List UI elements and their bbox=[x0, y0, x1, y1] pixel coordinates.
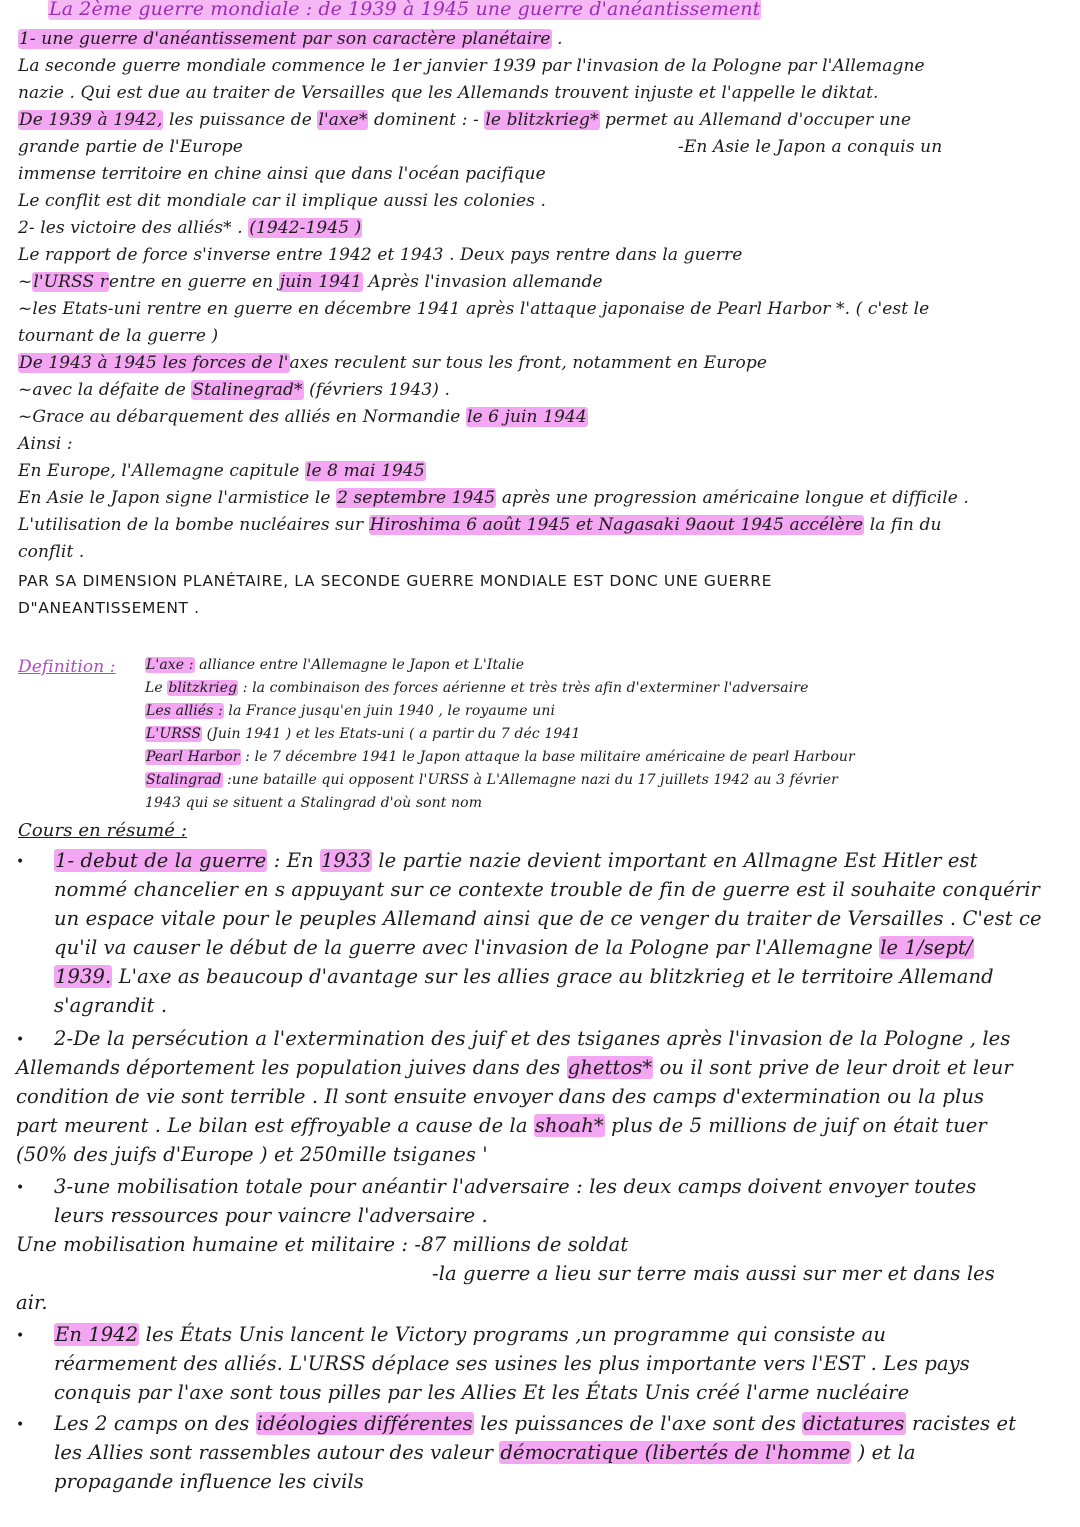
section1-line: immense territoire en chine ainsi que dans l'océan pacifique bbox=[18, 164, 546, 184]
resume-line: Une mobilisation humaine et militaire : -87 millions de soldat bbox=[16, 1233, 629, 1256]
resume-line: qu'il va causer le début de la guerre avec l'invasion de la Pologne par l'Allemagne le 1/sept/ bbox=[54, 936, 973, 959]
resume-line: -la guerre a lieu sur terre mais aussi sur mer et dans les bbox=[432, 1262, 995, 1285]
resume-line: En 1942 les États Unis lancent le Victory programs ,un programme qui consiste au bbox=[55, 1323, 887, 1346]
resume-line: nommé chancelier en s appuyant sur ce contexte trouble de fin de guerre est il souhaite conquérir bbox=[54, 878, 1040, 901]
resume-line: Allemands déportement les population juives dans des ghettos* ou il sont prive de leur droit et leur bbox=[16, 1056, 1013, 1079]
definition-urss: L'URSS (Juin 1941 ) et les Etats-uni ( a partir du 7 déc 1941 bbox=[146, 726, 581, 742]
section1-line: Le conflit est dit mondiale car il implique aussi les colonies . bbox=[18, 191, 546, 211]
resume-line: air. bbox=[16, 1291, 48, 1314]
definition-stalingrad: Stalingrad :une bataille qui opposent l'URSS à L'Allemagne nazi du 17 juillets 1942 au 3 février bbox=[146, 772, 838, 788]
resume-line: 1939. L'axe as beaucoup d'avantage sur les allies grace au blitzkrieg et le territoire Allemand bbox=[55, 965, 994, 988]
resume-line: part meurent . Le bilan est effroyable a cause de la shoah* plus de 5 millions de juif on était tuer bbox=[16, 1114, 987, 1137]
section2-line: Ainsi : bbox=[18, 434, 73, 454]
section1-heading: 1- une guerre d'anéantissement par son caractère planétaire . bbox=[19, 29, 563, 49]
resume-line: 3-une mobilisation totale pour anéantir l'adversaire : les deux camps doivent envoyer toutes bbox=[54, 1175, 977, 1198]
definition-allies: Les alliés : la France jusqu'en juin 1940 , le royaume uni bbox=[146, 703, 556, 719]
conclusion-line: PAR SA DIMENSION PLANÉTAIRE, LA SECONDE GUERRE MONDIALE EST DONC UNE GUERRE bbox=[18, 572, 773, 590]
resume-line: Les 2 camps on des idéologies différentes les puissances de l'axe sont des dictatures racistes et bbox=[54, 1412, 1017, 1435]
section2-line: ~les Etats-uni rentre en guerre en décembre 1941 après l'attaque japonaise de Pearl Harbor *. ( c'est le bbox=[18, 299, 930, 319]
section1-line: De 1939 à 1942, les puissance de l'axe* dominent : - le blitzkrieg* permet au Allemand d'occuper une bbox=[19, 110, 912, 130]
resume-line: 2-De la persécution a l'extermination des juif et des tsiganes après l'invasion de la Pologne , les bbox=[54, 1027, 1011, 1050]
section2-line: ~l'URSS rentre en guerre en juin 1941 Après l'invasion allemande bbox=[18, 272, 603, 292]
section2-line: ~avec la défaite de Stalinegrad* (févriers 1943) . bbox=[18, 380, 451, 400]
bullet-icon: • bbox=[16, 1417, 25, 1433]
section2-line: De 1943 à 1945 les forces de l'axes reculent sur tous les front, notamment en Europe bbox=[19, 353, 767, 373]
section1-line: -En Asie le Japon a conquis un bbox=[678, 137, 943, 157]
definition-label: Definition : bbox=[18, 657, 116, 677]
conclusion-line: D"ANEANTISSEMENT . bbox=[18, 599, 200, 617]
bullet-icon: • bbox=[16, 1328, 25, 1344]
section2-line: En Asie le Japon signe l'armistice le 2 septembre 1945 après une progression américaine longue et difficile . bbox=[18, 488, 969, 508]
section2-line: Le rapport de force s'inverse entre 1942 et 1943 . Deux pays rentre dans la guerre bbox=[18, 245, 743, 265]
section1-line: nazie . Qui est due au traiter de Versailles que les Allemands trouvent injuste et l'appelle le diktat. bbox=[18, 83, 879, 103]
resume-line: leurs ressources pour vaincre l'adversaire . bbox=[54, 1204, 488, 1227]
bullet-icon: • bbox=[16, 1032, 25, 1048]
section2-line: conflit . bbox=[18, 542, 85, 562]
section1-line: grande partie de l'Europe bbox=[18, 137, 243, 157]
resume-line: réarmement des alliés. L'URSS déplace ses usines les plus importante vers l'EST . Les pays bbox=[54, 1352, 970, 1375]
resume-line: propagande influence les civils bbox=[54, 1470, 364, 1493]
definition-axe: L'axe : alliance entre l'Allemagne le Japon et L'Italie bbox=[146, 657, 525, 673]
section2-line: L'utilisation de la bombe nucléaires sur Hiroshima 6 août 1945 et Nagasaki 9aout 1945 accélère la fin du bbox=[18, 515, 942, 535]
resume-line: condition de vie sont terrible . Il sont ensuite envoyer dans des camps d'extermination ou la plus bbox=[16, 1085, 985, 1108]
section2-heading: 2- les victoire des alliés* . (1942-1945 ) bbox=[18, 218, 362, 238]
bullet-icon: • bbox=[16, 1180, 25, 1196]
resume-line: conquis par l'axe sont tous pilles par les Allies Et les États Unis créé l'arme nucléaire bbox=[54, 1381, 910, 1404]
definition-blitzkrieg: Le blitzkrieg : la combinaison des forces aérienne et très très afin d'exterminer l'adversaire bbox=[145, 680, 809, 696]
resume-line: les Allies sont rassembles autour des valeur démocratique (libertés de l'homme ) et la bbox=[54, 1441, 916, 1464]
page-title: La 2ème guerre mondiale : de 1939 à 1945 une guerre d'anéantissement bbox=[49, 0, 761, 20]
section2-line: ~Grace au débarquement des alliés en Normandie le 6 juin 1944 bbox=[18, 407, 587, 427]
resume-line: 1- debut de la guerre : En 1933 le partie nazie devient important en Allmagne Est Hitler est bbox=[55, 849, 978, 872]
bullet-icon: • bbox=[16, 854, 25, 870]
section1-line: La seconde guerre mondiale commence le 1er janvier 1939 par l'invasion de la Pologne par l'Allemagne bbox=[18, 56, 925, 76]
section2-line: En Europe, l'Allemagne capitule le 8 mai 1945 bbox=[18, 461, 425, 481]
resume-line: s'agrandit . bbox=[54, 994, 168, 1017]
section2-line: tournant de la guerre ) bbox=[18, 326, 219, 346]
definition-pearl-harbor: Pearl Harbor : le 7 décembre 1941 le Japon attaque la base militaire américaine de pearl Harbour bbox=[146, 749, 855, 765]
definition-stalingrad-cont: 1943 qui se situent a Stalingrad d'où sont nom bbox=[145, 795, 483, 811]
resume-line: (50% des juifs d'Europe ) et 250mille tsiganes ' bbox=[16, 1143, 488, 1166]
resume-line: un espace vitale pour le peuples Allemand ainsi que de ce venger du traiter de Versailles . C'est ce bbox=[54, 907, 1042, 930]
resume-title: Cours en résumé : bbox=[18, 820, 188, 841]
